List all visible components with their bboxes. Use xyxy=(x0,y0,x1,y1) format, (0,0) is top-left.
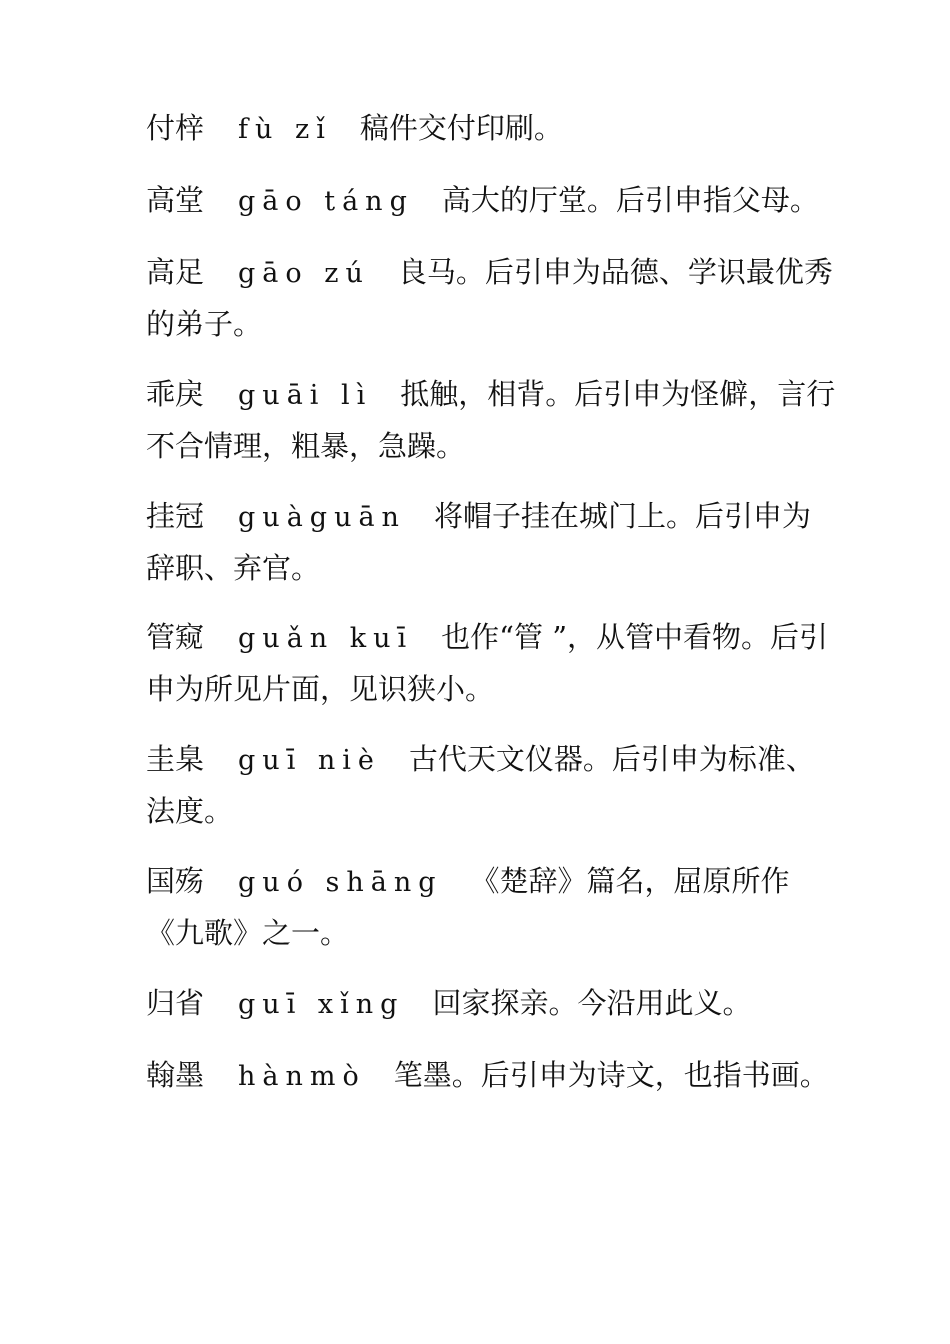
entry-gua-guan xyxy=(146,491,836,593)
entry-pinyin: guǎn kuī xyxy=(238,623,414,654)
entry-pinyin: gāo zú xyxy=(238,258,370,289)
entry-guo-shang xyxy=(146,856,836,958)
entry-pinyin: gāo táng xyxy=(238,186,414,217)
entry-definition: 回家探亲。今沿用此义。 xyxy=(432,986,752,1020)
entry-definition: 古代天文仪器。后引申为标准、法度。 xyxy=(146,742,815,828)
entry-definition: 《楚辞》篇名，屈原所作《九歌》之一。 xyxy=(146,864,790,950)
entry-pinyin: guāi lì xyxy=(238,380,373,411)
entry-guai-li xyxy=(146,369,836,471)
entry-definition: 良马。后引申为品德、学识最优秀的弟子。 xyxy=(146,255,833,341)
entry-gao-tang xyxy=(146,175,836,227)
entry-gui-xing xyxy=(146,978,836,1030)
entry-term: 归省 xyxy=(146,986,205,1020)
entry-term: 高足 xyxy=(146,255,205,289)
entry-gui-nie xyxy=(146,734,836,836)
entry-definition: 高大的厅堂。后引申指父母。 xyxy=(441,183,819,217)
entry-pinyin: guàguān xyxy=(238,502,406,533)
entry-han-mo xyxy=(146,1050,836,1102)
entry-term: 付梓 xyxy=(146,111,205,145)
entry-term: 高堂 xyxy=(146,183,205,217)
entry-definition: 笔墨。后引申为诗文，也指书画。 xyxy=(393,1058,829,1092)
entry-pinyin: guī xǐng xyxy=(238,989,405,1020)
entry-pinyin: fù zǐ xyxy=(238,114,332,145)
entry-term: 圭臬 xyxy=(146,742,205,776)
entry-term: 翰墨 xyxy=(146,1058,205,1092)
entry-term: 国殇 xyxy=(146,864,205,898)
entry-definition: 也作“管 ”，从管中看物。后引申为所见片面，见识狭小。 xyxy=(146,620,829,706)
entry-fu-zi xyxy=(146,103,836,155)
entry-definition: 将帽子挂在城门上。后引申为辞职、弃官。 xyxy=(146,499,811,585)
entry-term: 挂冠 xyxy=(146,499,205,533)
entry-pinyin: hànmò xyxy=(238,1061,366,1092)
entry-pinyin: guó shāng xyxy=(238,867,443,898)
entry-term: 管窥 xyxy=(146,620,205,654)
entry-definition: 稿件交付印刷。 xyxy=(359,111,563,145)
entry-definition: 抵触，相背。后引申为怪僻，言行不合情理，粗暴，急躁。 xyxy=(146,377,836,463)
entry-gao-zu xyxy=(146,247,836,349)
entry-pinyin: guī niè xyxy=(238,745,381,776)
entry-term: 乖戾 xyxy=(146,377,205,411)
entry-guan-kui xyxy=(146,612,836,714)
